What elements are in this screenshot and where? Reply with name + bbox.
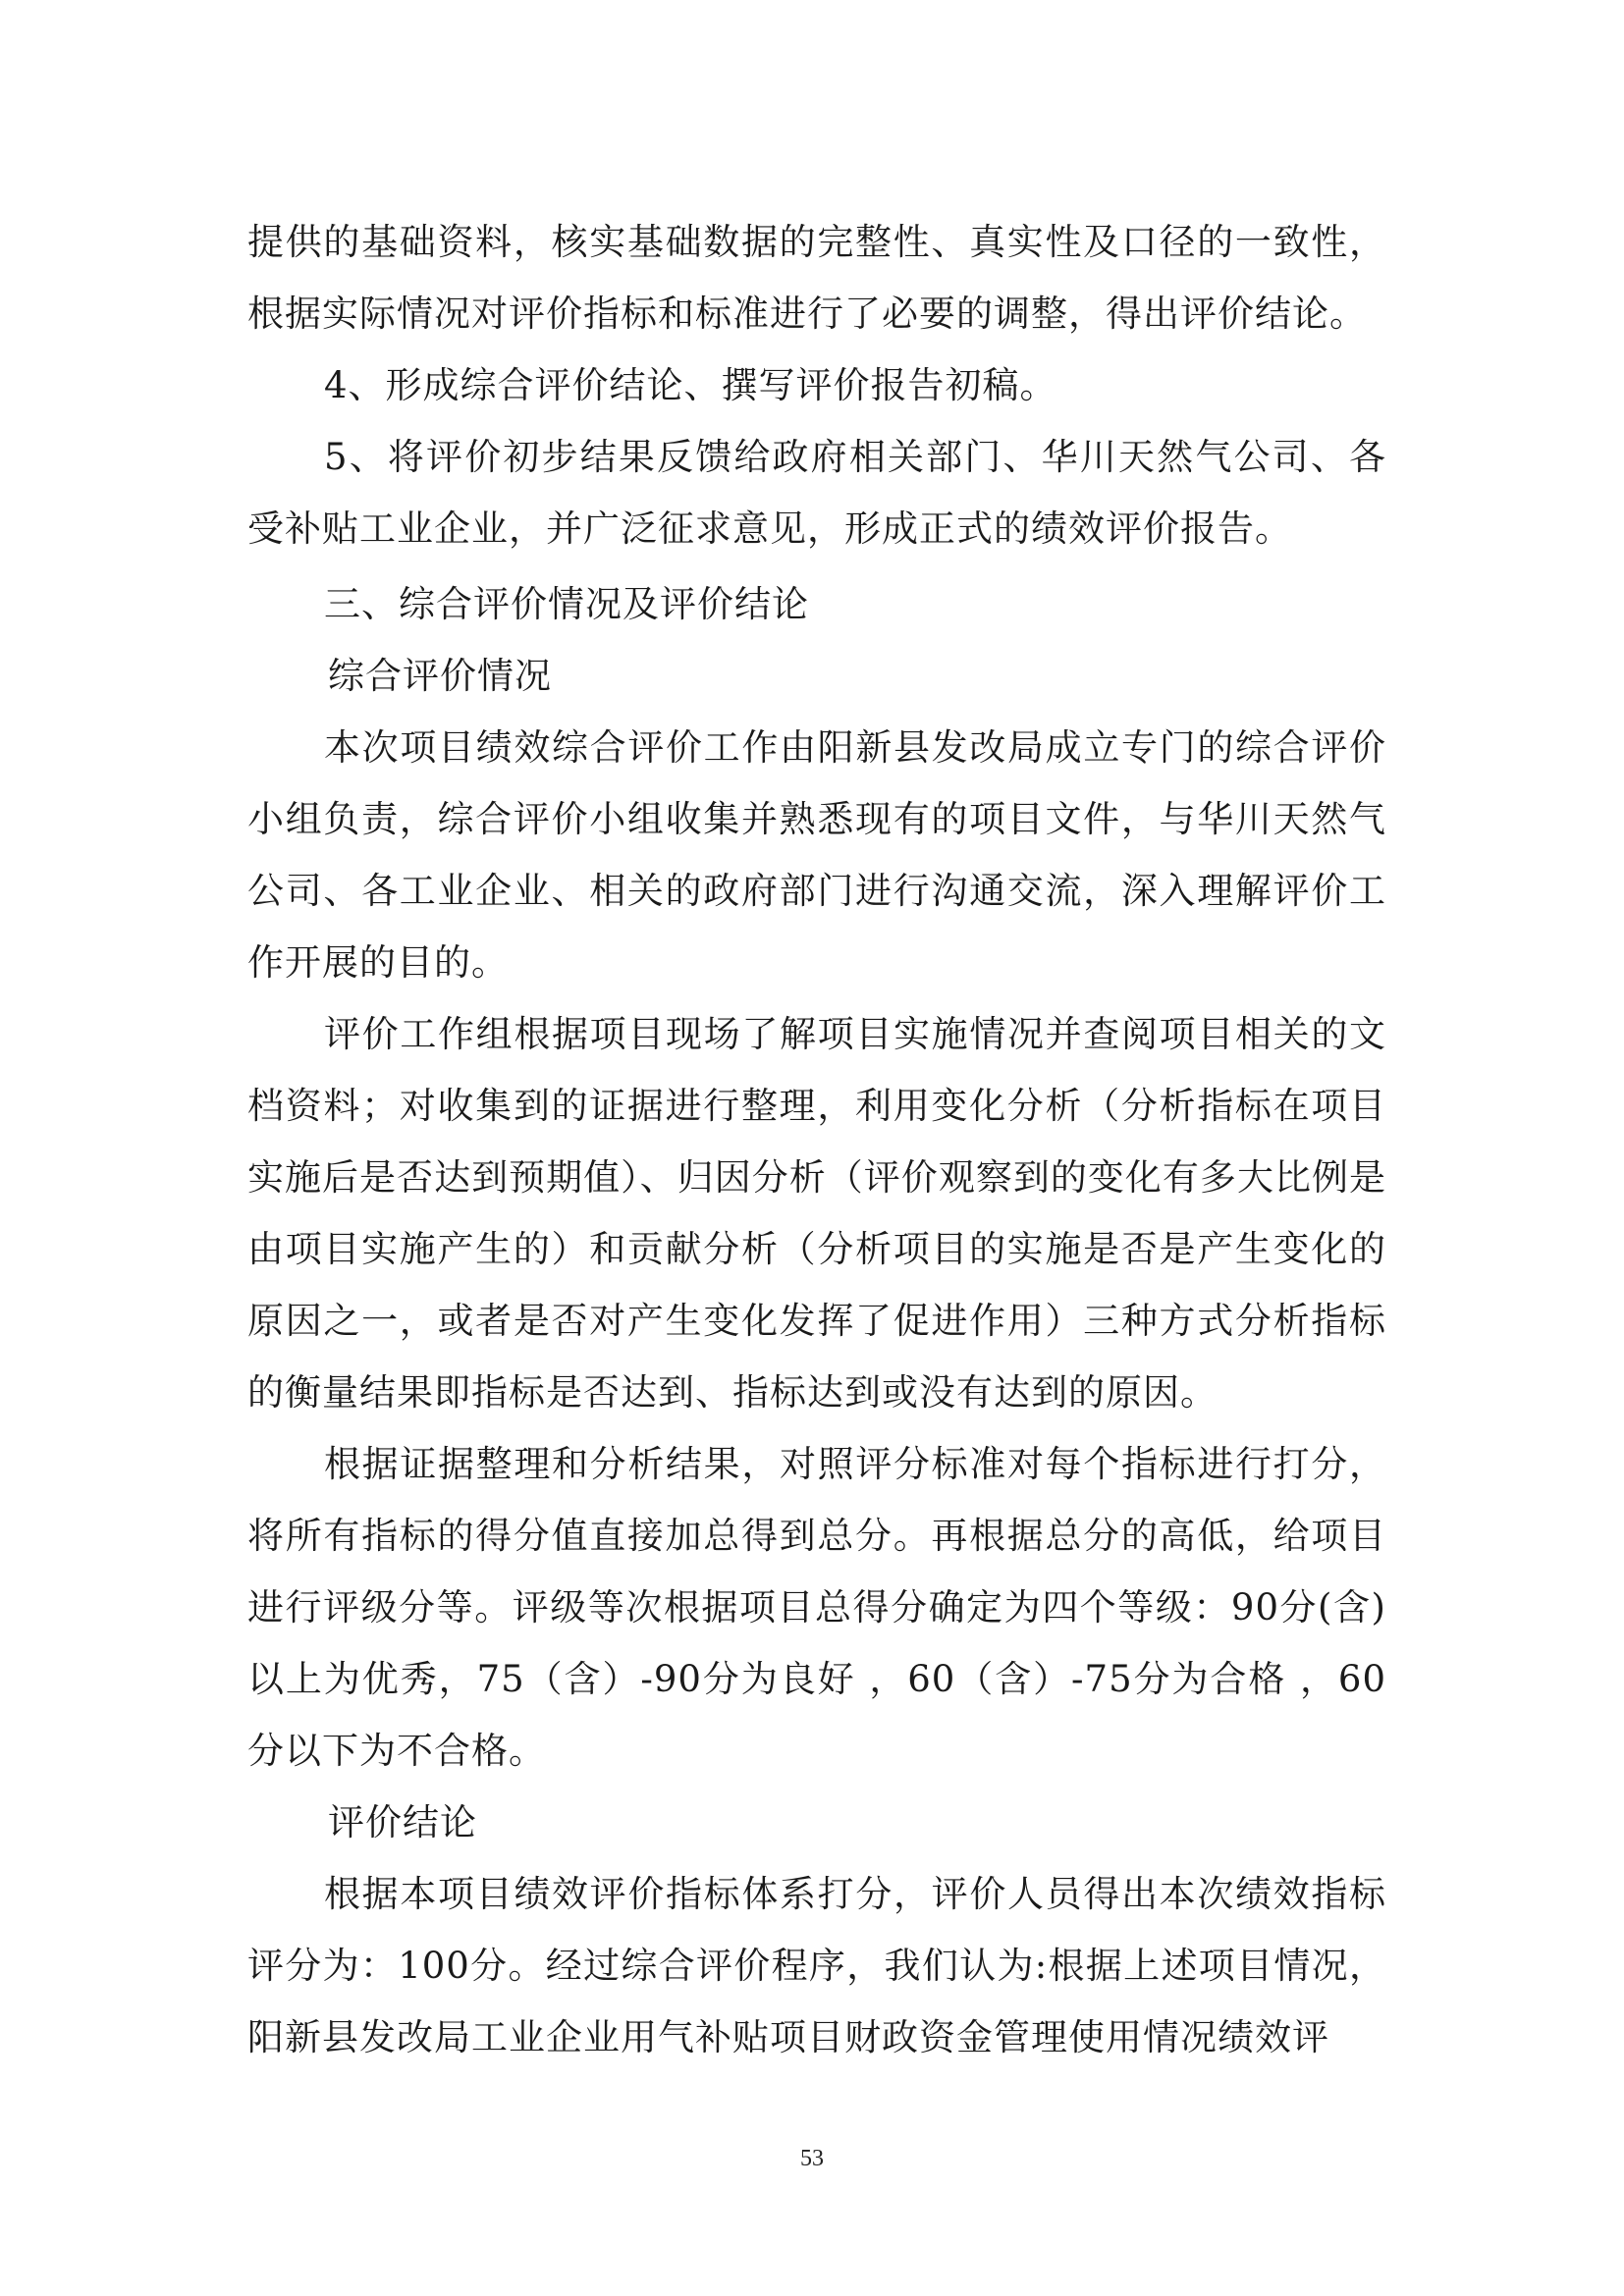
paragraph-step-5: 5、将评价初步结果反馈给政府相关部门、华川天然气公司、各受补贴工业企业，并广泛征求意见，形成正式的绩效评价报告。 [247,436,1386,550]
subheading-conclusion: 评价结论 [328,1801,477,1843]
subheading-evaluation-situation: 综合评价情况 [328,655,552,697]
paragraph-conclusion: 根据本项目绩效评价指标体系打分，评价人员得出本次绩效指标评分为：100分。经过综合评价程序，我们认为:根据上述项目情况，阳新县发改局工业企业用气补贴项目财政资金管理使用情况绩效评 [247,1873,1386,2058]
paragraph-evaluation-1: 本次项目绩效综合评价工作由阳新县发改局成立专门的综合评价小组负责，综合评价小组收集并熟悉现有的项目文件，与华川天然气公司、各工业企业、相关的政府部门进行沟通交流，深入理解评价工作开展的目的。 [247,726,1386,984]
page-number: 53 [800,2146,824,2171]
paragraph-evaluation-2: 评价工作组根据项目现场了解项目实施情况并查阅项目相关的文档资料；对收集到的证据进行整理，利用变化分析（分析指标在项目实施后是否达到预期值）、归因分析（评价观察到的变化有多大比例是由项目实施产生的）和贡献分析（分析项目的实施是否是产生变化的原因之一，或者是否对产生变化发挥了促进作用）三种方式分析指标的衡量结果即指标是否达到、指标达到或没有达到的原因。 [247,1013,1386,1414]
body-text [247,206,1386,2073]
paragraph-evaluation-3: 根据证据整理和分析结果，对照评分标准对每个指标进行打分，将所有指标的得分值直接加总得到总分。再根据总分的高低，给项目进行评级分等。评级等次根据项目总得分确定为四个等级：90分(含)以上为优秀，75（含）-90分为良好 ，60（含）-75分为合格 ，60分以下为不合格。 [247,1443,1386,1772]
paragraph-step-4: 4、形成综合评价结论、撰写评价报告初稿。 [324,364,1057,406]
section-heading-3: 三、综合评价情况及评价结论 [324,583,809,625]
paragraph-continued: 提供的基础资料，核实基础数据的完整性、真实性及口径的一致性，根据实际情况对评价指标和标准进行了必要的调整，得出评价结论。 [247,221,1386,335]
